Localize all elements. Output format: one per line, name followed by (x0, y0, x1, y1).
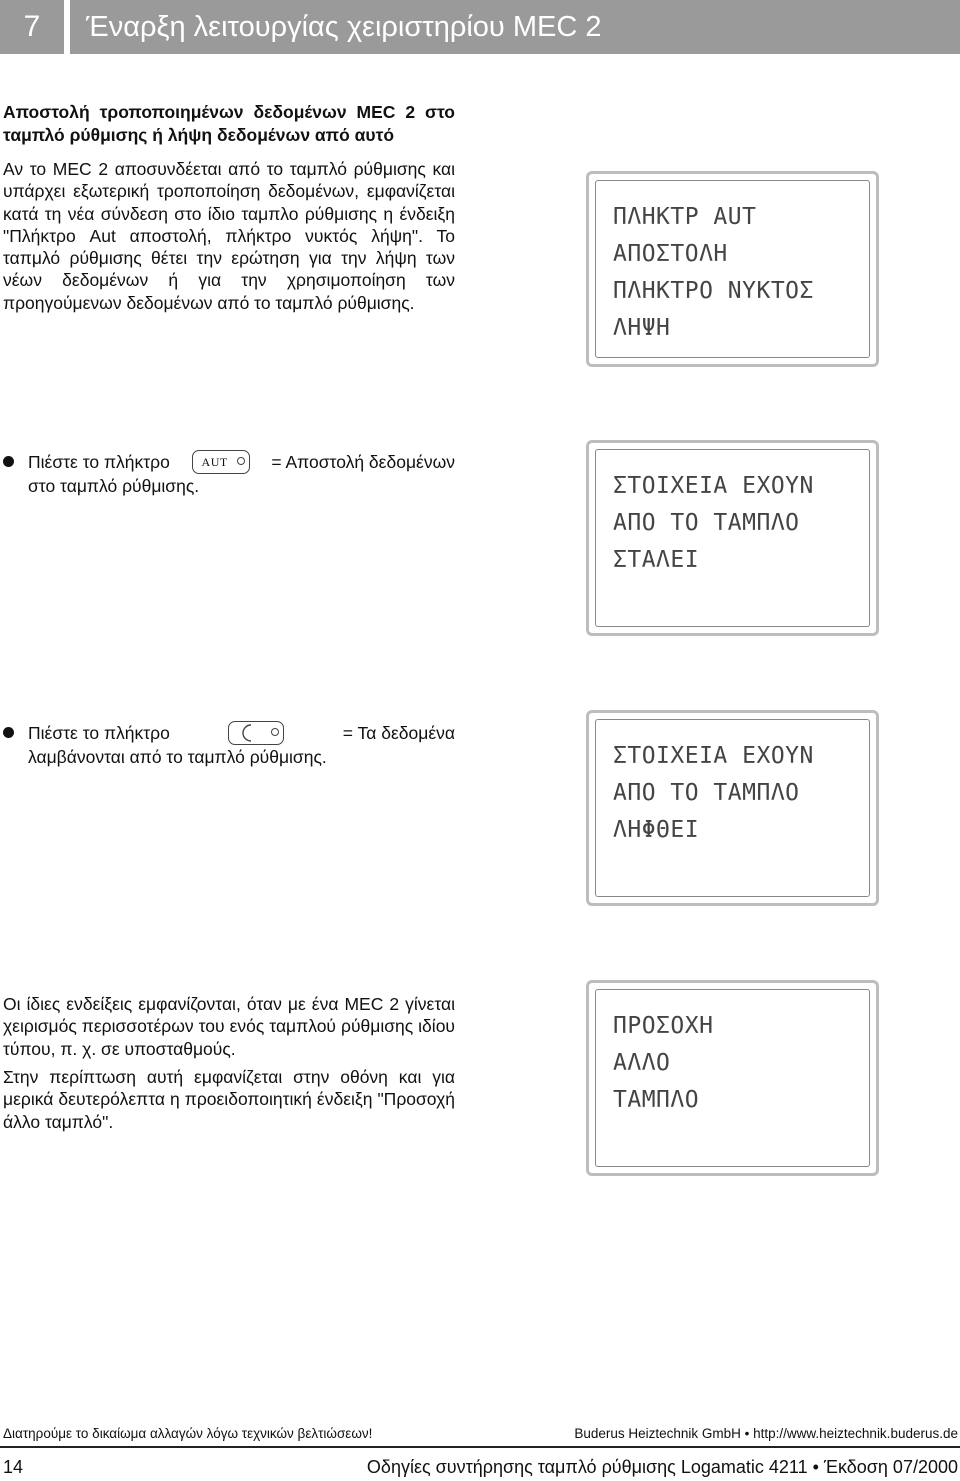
page-number: 14 (3, 1457, 24, 1477)
footer-divider (0, 1446, 960, 1448)
bullet-text-before: Πιέστε το πλήκτρο (28, 722, 170, 743)
lcd-line: ΛΗΦΘΕΙ (613, 817, 700, 843)
lcd-line: ΠΛΗΚΤΡΟ ΝΥΚΤΟΣ (613, 278, 814, 304)
chapter-number: 7 (0, 0, 64, 54)
bullet-text-after: = Τα δεδομένα (342, 722, 455, 743)
bullet-receive (3, 720, 455, 768)
aut-key-icon (192, 450, 250, 474)
bullet-text-before: Πιέστε το πλήκτρο (28, 451, 170, 472)
led-icon (237, 457, 245, 465)
lcd-line: ΣΤΟΙΧΕΙΑ ΕΧΟΥΝ (613, 743, 814, 769)
lcd-display-data-received (586, 710, 879, 906)
moon-icon (238, 723, 260, 743)
intro-paragraph: Αν το MEC 2 αποσυνδέεται από το ταμπλό ρύθμισης και υπάρχει εξωτερική τροποποίηση δεδομένων, εμφανίζεται κατά τη νέα σύνδεση στο ίδιο ταμπλο ρύθμισης η ένδειξη "Πλήκτρο Aut αποστολή, πλήκτρο νυκτός λήψη". Το ταπμλό ρύθμισης θέτει την ερώτηση για την λήψη των νέων δεδομένων ή για την χρησιμοποίηση των προηγούμενων δεδομένων από το ταμπλό ρύθμισης. (3, 159, 455, 313)
bullet-dot (3, 456, 14, 467)
lcd-display-data-sent (586, 440, 879, 636)
footer-note: Διατηρούμε το δικαίωμα αλλαγών λόγω τεχνικών βελτιώσεων! (3, 1426, 373, 1441)
chapter-title: Έναρξη λειτουργίας χειριστηρίου MEC 2 (70, 0, 960, 54)
lcd-line: ΑΠΟΣΤΟΛΗ (613, 241, 728, 267)
footer-company: Buderus Heiztechnik GmbH • http://www.heiztechnik.buderus.de (574, 1426, 958, 1441)
lcd-line: ΣΤΟΙΧΕΙΑ ΕΧΟΥΝ (613, 473, 814, 499)
bullet-text-after: = Αποστολή δεδομένων (271, 451, 455, 472)
lcd-display-other-panel-warning (586, 980, 879, 1176)
bullet-dot (3, 727, 14, 738)
led-icon (271, 728, 279, 736)
moon-key-icon (228, 721, 284, 745)
aut-key-label: AUT (201, 454, 228, 469)
lcd-line: ΠΡΟΣΟΧΗ (613, 1013, 714, 1039)
bullet-send (3, 449, 455, 497)
lcd-line: ΑΠΟ ΤΟ ΤΑΜΠΛΟ (613, 510, 800, 536)
lcd-line: ΑΠΟ ΤΟ ΤΑΜΠΛΟ (613, 780, 800, 806)
bullet-continuation: λαμβάνονται από το ταμπλό ρύθμισης. (28, 747, 327, 767)
lcd-line: ΣΤΑΛΕΙ (613, 547, 700, 573)
lcd-display-send-or-receive (586, 171, 879, 367)
lcd-line: ΑΛΛΟ (613, 1050, 671, 1076)
closing-paragraph-2: Στην περίπτωση αυτή εμφανίζεται στην οθόνη και για μερικά δευτερόλεπτα η προειδοποιητική ένδειξη "Προσοχή άλλο ταμπλό". (3, 1067, 455, 1132)
lcd-line: ΛΗΨΗ (613, 315, 671, 341)
closing-paragraph-1: Οι ίδιες ενδείξεις εμφανίζονται, όταν με ένα MEC 2 γίνεται χειρισμός περισσοτέρων του ενός ταμπλού ρύθμισης ιδίου τύπου, π. χ. σε υποσταθμούς. (3, 994, 455, 1059)
lcd-line: ΠΛΗΚΤΡ AUT (613, 204, 757, 230)
document-title: Οδηγίες συντήρησης ταμπλό ρύθμισης Logamatic 4211 • Έκδοση 07/2000 (366, 1457, 958, 1477)
section-heading: Αποστολή τροποποιημένων δεδομένων MEC 2 στο ταμπλό ρύθμισης ή λήψη δεδομένων από αυτό (3, 102, 455, 145)
bullet-continuation: στο ταμπλό ρύθμισης. (28, 476, 200, 496)
lcd-line: ΤΑΜΠΛΟ (613, 1087, 700, 1113)
